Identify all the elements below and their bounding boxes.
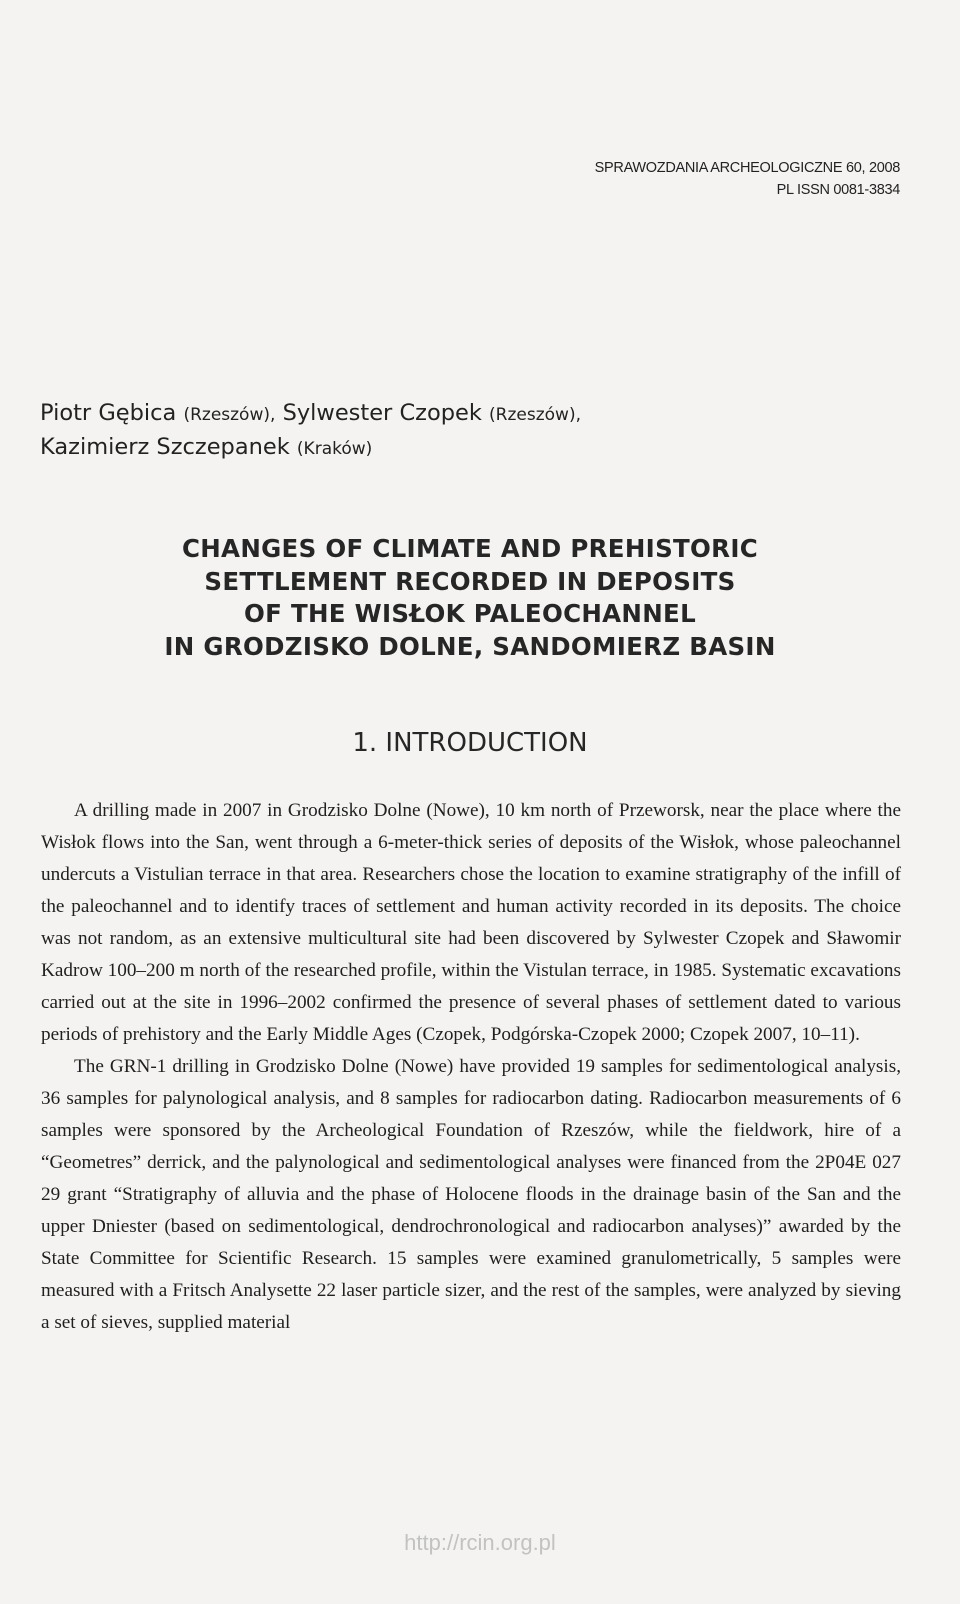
journal-name: SPRAWOZDANIA ARCHEOLOGICZNE 60, 2008: [594, 160, 900, 176]
author-name: Kazimierz Szczepanek: [40, 434, 290, 460]
author-name: Sylwester Czopek: [282, 400, 482, 426]
author-affiliation: (Rzeszów),: [183, 405, 276, 425]
source-url-watermark: http://rcin.org.pl: [404, 1530, 556, 1555]
journal-header: [595, 157, 900, 201]
body-text: [41, 795, 901, 1339]
author-affiliation: (Kraków): [296, 439, 373, 459]
title-line: CHANGES OF CLIMATE AND PREHISTORIC: [181, 534, 759, 563]
author-line-2: [40, 431, 581, 465]
paragraph: A drilling made in 2007 in Grodzisko Dolne (Nowe), 10 km north of Przeworsk, near the place where the Wisłok flows into the San, went through a 6-meter-thick series of deposits of the Wisłok, whose paleochannel undercuts a Vistulian terrace in that area. Researchers chose the location to examine stratigraphy of the infill of the paleochannel and to identify traces of settlement and human activity recorded in its deposits. The choice was not random, as an extensive multicultural site had been discovered by Sylwester Czopek and Sławomir Kadrow 100–200 m north of the researched profile, within the Vistulan terrace, in 1985. Systematic excavations carried out at the site in 1996–2002 confirmed the presence of several phases of settlement dated to various periods of prehistory and the Early Middle Ages (Czopek, Podgórska-Czopek 2000; Czopek 2007, 10–11).: [41, 800, 901, 1045]
author-line-1: [40, 397, 581, 431]
title-line: SETTLEMENT RECORDED IN DEPOSITS: [204, 566, 736, 596]
section-heading: 1. INTRODUCTION: [352, 728, 588, 758]
paragraph: The GRN-1 drilling in Grodzisko Dolne (Nowe) have provided 19 samples for sedimentological analysis, 36 samples for palynological analysis, and 8 samples for radiocarbon dating. Radiocarbon measurements of 6 samples were sponsored by the Archeological Foundation of Rzeszów, while the fieldwork, hire of a “Geometres” derrick, and the palynological and sedimentological analyses were financed from the 2P04E 027 29 grant “Stratigraphy of alluvia and the phase of Holocene floods in the drainage basin of the San and the upper Dniester (based on sedimentological, dendrochronological and radiocarbon analyses)” awarded by the State Committee for Scientific Research. 15 samples were examined granulometrically, 5 samples were measured with a Fritsch Analysette 22 laser particle sizer, and the rest of the samples, were analyzed by sieving a set of sieves, supplied material: [41, 1056, 901, 1333]
author-name: Piotr Gębica: [40, 400, 177, 426]
article-title: [40, 533, 900, 663]
author-list: [40, 397, 581, 465]
author-affiliation: (Rzeszów),: [489, 405, 581, 425]
title-line: OF THE WISŁOK PALEOCHANNEL: [243, 599, 696, 628]
title-line: IN GRODZISKO DOLNE, SANDOMIERZ BASIN: [164, 631, 776, 661]
journal-issn: PL ISSN 0081-3834: [776, 182, 900, 198]
